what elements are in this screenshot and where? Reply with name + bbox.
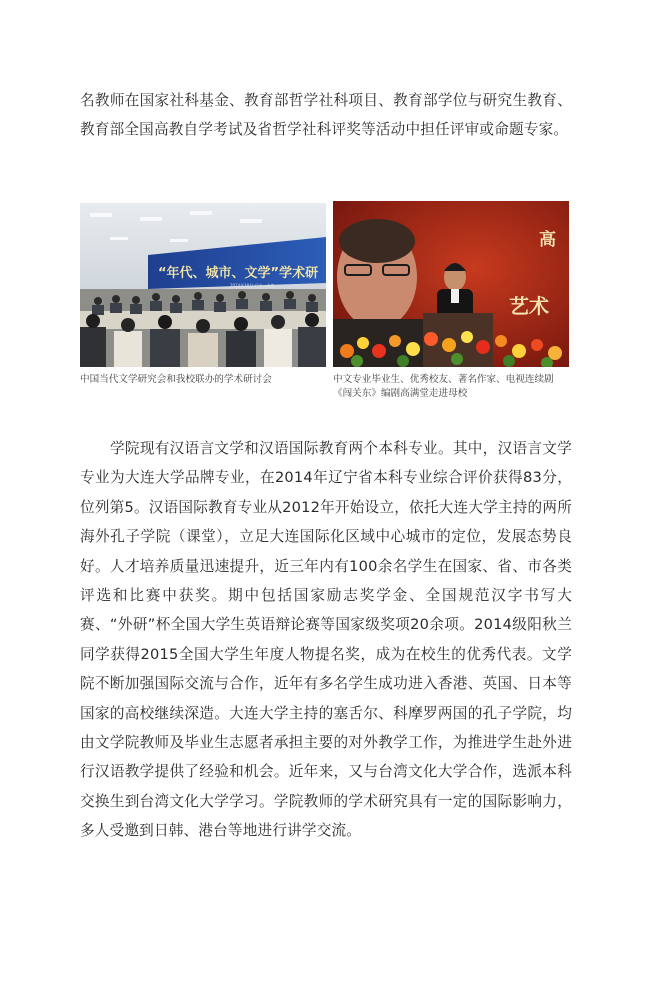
backdrop-text-top: 高 bbox=[539, 230, 556, 250]
intro-paragraph: 名教师在国家社科基金、教育部哲学社科项目、教育部学位与研究生教育、教育部全国高教自学考试及省哲学社科评奖等活动中担任评审或命题专家。 bbox=[80, 92, 572, 139]
backdrop-text-bottom: 艺术 bbox=[509, 294, 549, 318]
speaker-caption-line-2: 《闯关东》编剧高满堂走进母校 bbox=[333, 388, 468, 399]
speaker-caption-line-1: 中文专业毕业生、优秀校友、著名作家、电视连续剧 bbox=[333, 374, 554, 385]
speaker-photo-caption bbox=[333, 373, 573, 401]
conference-photo bbox=[80, 203, 326, 367]
banner-subtitle: 2014年10月 辽宁 · 大连 bbox=[230, 283, 275, 288]
banner-title: “年代、城市、文学”学术研 bbox=[158, 266, 319, 281]
speaker-photo bbox=[333, 201, 569, 367]
conference-photo-caption: 中国当代文学研究会和我校联办的学术研讨会 bbox=[80, 374, 272, 385]
main-paragraph: 学院现有汉语言文学和汉语国际教育两个本科专业。其中，汉语言文学专业为大连大学品牌专业，在2014年辽宁省本科专业综合评价获得83分，位列第5。汉语国际教育专业从2012年开始设立，依托大连大学主持的两所海外孔子学院（课堂），立足大连国际化区域中心城市的定位，发展态势良好。人才培养质量迅速提升，近三年内有100余名学生在国家、省、市各类评选和比赛中获奖。期中包括国家励志奖学金、全国规范汉字书写大赛、“外研”杯全国大学生英语辩论赛等国家级奖项20余项。2014级阳秋兰同学获得2015全国大学生年度人物提名奖，成为在校生的优秀代表。文学院不断加强国际交流与合作，近年有多名学生成功进入香港、英国、日本等国家的高校继续深造。大连大学主持的塞舌尔、科摩罗两国的孔子学院，均由文学院教师及毕业生志愿者承担主要的对外教学工作，为推进学生赴外进行汉语教学提供了经验和机会。近年来，又与台湾文化大学合作，选派本科交换生到台湾文化大学学习。学院教师的学术研究具有一定的国际影响力，多人受邀到日韩、港台等地进行讲学交流。 bbox=[80, 440, 572, 840]
